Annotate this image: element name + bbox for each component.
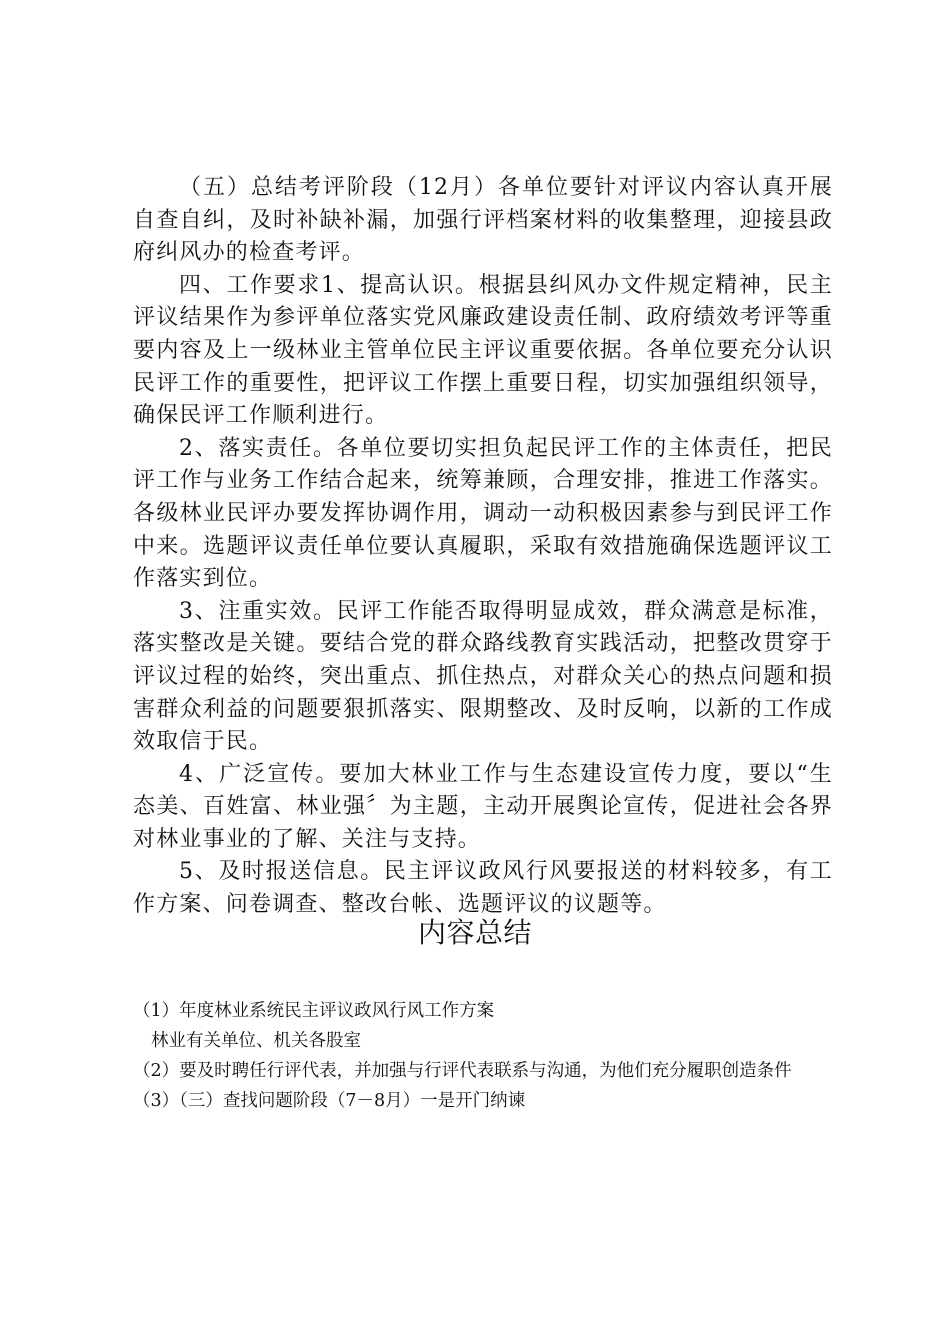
- summary-section: [133, 996, 843, 1116]
- document-body: [133, 172, 833, 922]
- summary-heading: 内容总结: [417, 916, 532, 949]
- paragraph-work-requirements: 四、工作要求1、提高认识。根据县纠风办文件规定精神，民主评议结果作为参评单位落实党风廉政建设责任制、政府绩效考评等重要内容及上一级林业主管单位民主评议重要依据。各单位要充分认识民评工作的重要性，把评议工作摆上重要日程，切实加强组织领导，确保民评工作顺利进行。: [133, 272, 833, 429]
- summary-item-1-sub: 林业有关单位、机关各股室: [151, 1031, 361, 1051]
- paragraph-report-information: 5、及时报送信息。民主评议政风行风要报送的材料较多，有工作方案、问卷调查、整改台帐、选题评议的议题等。: [133, 859, 833, 918]
- summary-item-2: （2）要及时聘任行评代表，并加强与行评代表联系与沟通，为他们充分履职创造条件: [133, 1061, 792, 1081]
- summary-item-1: （1）年度林业系统民主评议政风行风工作方案: [133, 1001, 495, 1021]
- summary-item-3: （3）（三）查找问题阶段（7－8月）一是开门纳谏: [133, 1091, 526, 1111]
- paragraph-summary-stage: （五）总结考评阶段（12月）各单位要针对评议内容认真开展自查自纠，及时补缺补漏，加强行评档案材料的收集整理，迎接县政府纠风办的检查考评。: [133, 175, 833, 266]
- paragraph-publicity: 4、广泛宣传。要加大林业工作与生态建设宣传力度，要以“生态美、百姓富、林业强〞为主题，主动开展舆论宣传，促进社会各界对林业事业的了解、关注与支持。: [133, 761, 833, 852]
- paragraph-focus-effectiveness: 3、注重实效。民评工作能否取得明显成效，群众满意是标准，落实整改是关键。要结合党的群众路线教育实践活动，把整改贯穿于评议过程的始终，突出重点、抓住热点，对群众关心的热点问题和损害群众利益的问题要狠抓落实、限期整改、及时反响，以新的工作成效取信于民。: [133, 598, 833, 755]
- paragraph-implement-responsibility: 2、落实责任。各单位要切实担负起民评工作的主体责任，把民评工作与业务工作结合起来，统筹兼顾，合理安排，推进工作落实。各级林业民评办要发挥协调作用，调动一动积极因素参与到民评工作中来。选题评议责任单位要认真履职，采取有效措施确保选题评议工作落实到位。: [133, 435, 833, 592]
